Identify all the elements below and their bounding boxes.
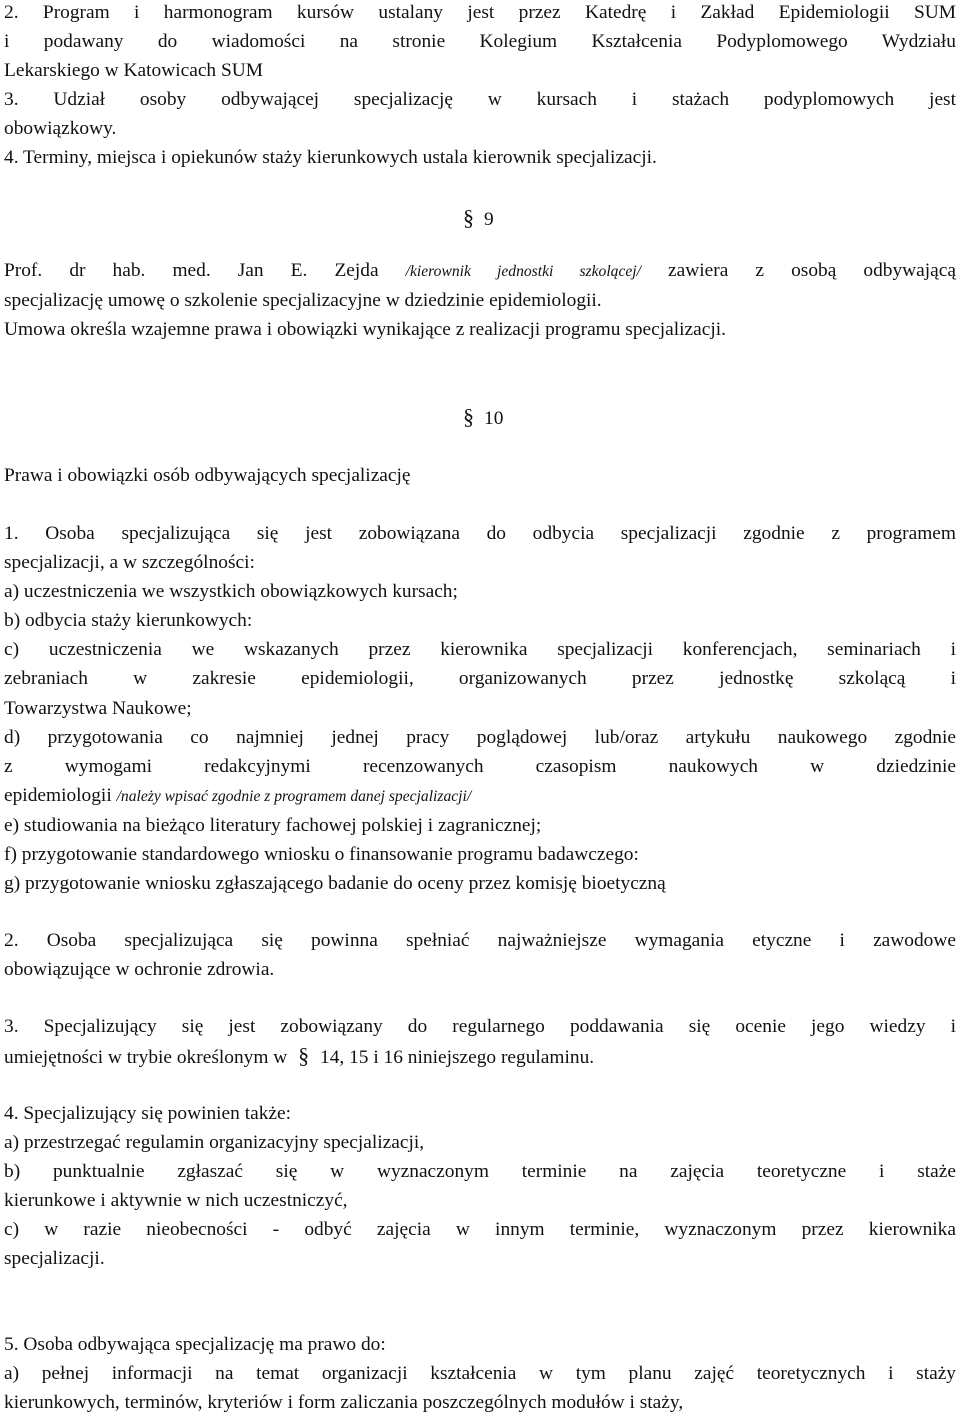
top-line-6: 4. Terminy, miejsca i opiekunów staży kierunkowych ustala kierownik specjalizacji. (4, 147, 657, 169)
top-line-1: 2. Program i harmonogram kursów ustalany jest przez Katedrę i Zakład Epidemiologii SUM (4, 2, 956, 23)
item1-d3-note: /należy wpisać zgodnie z programem danej specjalizacji/ (116, 787, 472, 805)
item-2 (4, 926, 956, 984)
item1-d3-text: epidemiologii (4, 784, 112, 806)
item4-a: a) przestrzegać regulamin organizacyjny specjalizacji, (4, 1132, 425, 1154)
item1-c-line-1: c) uczestniczenia we wskazanych przez kierownika specjalizacji konferencjach, seminariach i (4, 639, 956, 661)
item-3 (4, 1012, 956, 1072)
s9-line-3: Umowa określa wzajemne prawa i obowiązki wynikające z realizacji programu specjalizacji. (4, 319, 726, 341)
s9-line-1 (4, 256, 956, 286)
item2-line-1: 2. Osoba specjalizująca się powinna spełniać najważniejsze wymagania etyczne i zawodowe (4, 930, 956, 951)
section-9-body (4, 256, 956, 344)
item3-line-1: 3. Specjalizujący się jest zobowiązany do regularnego poddawania się ocenie jego wiedzy i (4, 1016, 956, 1037)
item4-b-line-1: b) punktualnie zgłaszać się w wyznaczonym terminie na zajęcia teoretyczne i staże (4, 1161, 956, 1183)
s9-line-2: specjalizację umowę o szkolenie specjalizacyjne w dziedzinie epidemiologii. (4, 290, 602, 312)
item-1 (4, 519, 956, 898)
item5-a-line-1: a) pełnej informacji na temat organizacji kształcenia w tym planu zajęć teoretycznych i staży (4, 1363, 956, 1385)
item5-a-line-2: kierunkowych, terminów, kryteriów i form zaliczania poszczególnych modułów i staży, (4, 1392, 684, 1414)
item1-b: b) odbycia staży kierunkowych: (4, 610, 253, 632)
top-block (4, 0, 956, 173)
item1-c-line-3: Towarzystwa Naukowe; (4, 697, 192, 719)
item1-f: f) przygotowanie standardowego wniosku o finansowanie programu badawczego: (4, 844, 639, 866)
item2-line-2: obowiązujące w ochronie zdrowia. (4, 959, 275, 981)
item3-text-pre: umiejętności w trybie określonym w (4, 1047, 288, 1069)
section-number: 9 (484, 209, 494, 230)
item1-d-line-1: d) przygotowania co najmniej jednej pracy poglądowej lub/oraz artykułu naukowego zgodnie (4, 726, 956, 748)
item1-c-line-2: zebraniach w zakresie epidemiologii, organizowanych przez jednostkę szkolącą i (4, 668, 956, 690)
top-line-4: 3. Udział osoby odbywającej specjalizację w kursach i stażach podyplomowych jest (4, 89, 956, 111)
item-5 (4, 1330, 956, 1417)
item4-line-1: 4. Specjalizujący się powinien także: (4, 1103, 291, 1124)
item4-b-line-2: kierunkowe i aktywnie w nich uczestniczyć, (4, 1190, 348, 1212)
item1-g: g) przygotowanie wniosku zgłaszającego badanie do oceny przez komisję bioetyczną (4, 873, 666, 895)
item1-line-2: specjalizacji, a w szczególności: (4, 552, 255, 574)
item5-line-1: 5. Osoba odbywająca specjalizację ma prawo do: (4, 1334, 386, 1355)
section-10-heading: Prawa i obowiązki osób odbywających specjalizację (4, 465, 411, 486)
item1-d-line-3 (4, 781, 956, 811)
section-symbol: § (463, 404, 474, 429)
item1-d-line-2: z wymogami redakcyjnymi recenzowanych czasopism naukowych w dziedzinie (4, 755, 956, 777)
item4-c-line-2: specjalizacji. (4, 1248, 105, 1270)
item4-c-line-1: c) w razie nieobecności - odbyć zajęcia w innym terminie, wyznaczonym przez kierownika (4, 1219, 956, 1241)
top-line-3: Lekarskiego w Katowicach SUM (4, 60, 264, 82)
item-4 (4, 1099, 956, 1274)
item1-line-1: 1. Osoba specjalizująca się jest zobowiązana do odbycia specjalizacji zgodnie z programem (4, 523, 956, 544)
section-symbol: § (463, 205, 474, 230)
top-line-2: i podawany do wiadomości na stronie Kolegium Kształcenia Podyplomowego Wydziału (4, 31, 956, 53)
item1-e: e) studiowania na bieżąco literatury fachowej polskiej i zagranicznej; (4, 814, 542, 836)
section-10-marker (463, 402, 503, 433)
item1-a: a) uczestniczenia we wszystkich obowiązkowych kursach; (4, 581, 458, 603)
s9-text-post: zawiera z osobą odbywającą (668, 260, 956, 281)
section-symbol: § (298, 1043, 310, 1069)
top-line-5: obowiązkowy. (4, 118, 117, 140)
section-number: 10 (484, 408, 504, 429)
s9-note: /kierownik jednostki szkolącej/ (405, 263, 641, 280)
item3-line-2 (4, 1041, 956, 1072)
item3-text-post: 14, 15 i 16 niniejszego regulaminu. (320, 1047, 595, 1069)
section-9-marker (463, 203, 494, 234)
s9-text-pre: Prof. dr hab. med. Jan E. Zejda (4, 260, 379, 281)
